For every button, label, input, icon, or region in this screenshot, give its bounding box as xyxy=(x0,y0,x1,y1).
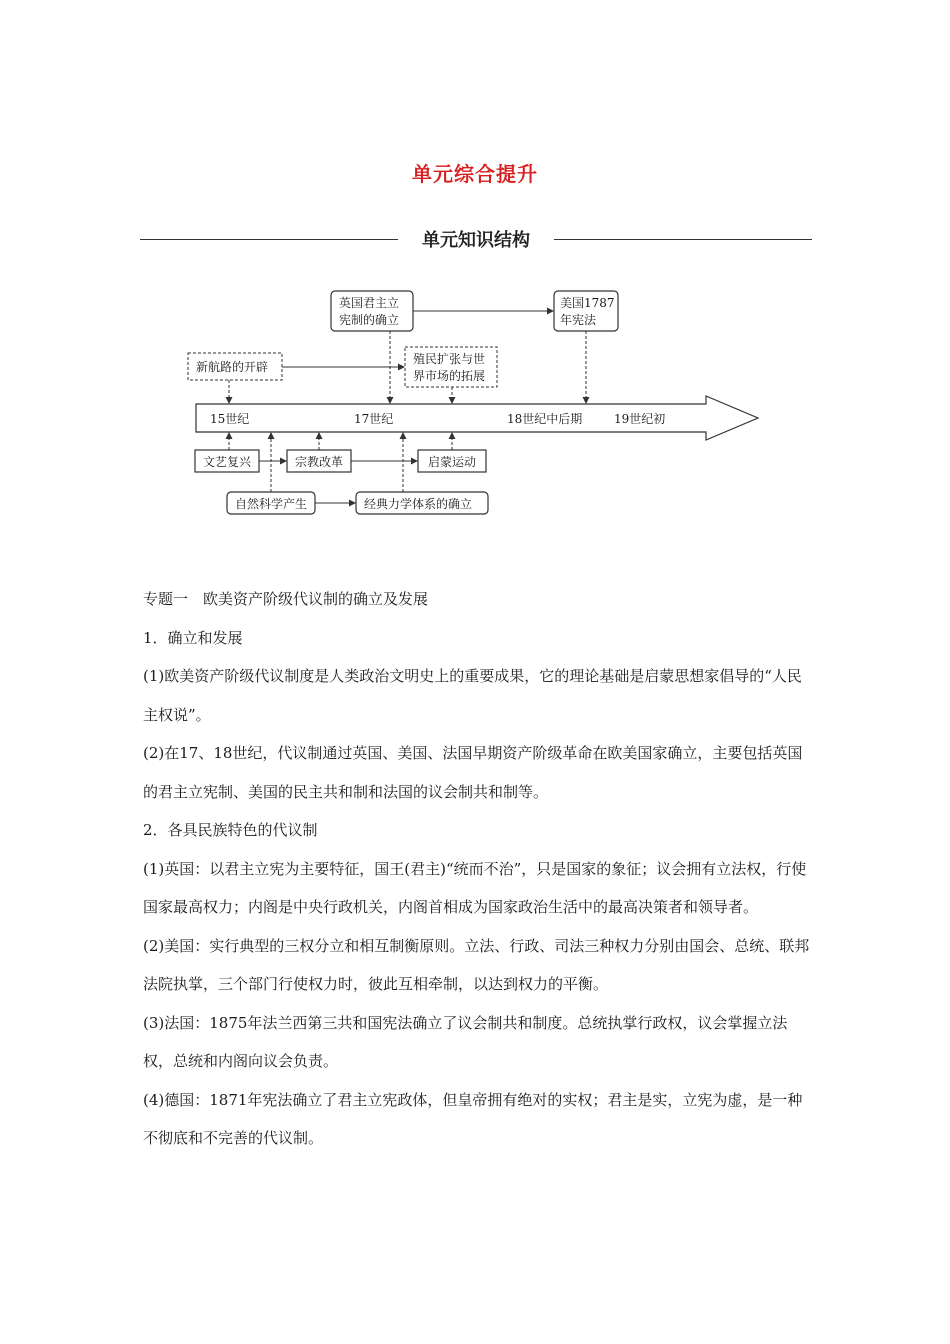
page-title: 单元综合提升 xyxy=(412,162,538,186)
paragraph: (1)欧美资产阶级代议制度是人类政治文明史上的重要成果，它的理论基础是启蒙思想家倡导的“人民主权说”。 xyxy=(143,667,802,724)
box-england-line2: 宪制的确立 xyxy=(339,313,400,327)
subheading-1: 1．确立和发展 xyxy=(143,628,243,647)
box-navigation-label: 新航路的开辟 xyxy=(196,360,269,374)
timeline-arrow xyxy=(196,396,758,440)
section-heading-label: 单元知识结构 xyxy=(422,230,530,251)
box-enlightenment-label: 启蒙运动 xyxy=(428,455,477,469)
timeline-label: 18世纪中后期 xyxy=(507,412,583,426)
body-content xyxy=(143,580,813,1158)
subheading-2: 2．各具民族特色的代议制 xyxy=(143,821,318,839)
timeline-label: 19世纪初 xyxy=(614,412,666,426)
paragraph: (1)英国：以君主立宪为主要特征，国王(君主)“统而不治”，只是国家的象征；议会拥有立法权，行使国家最高权力；内阁是中央行政机关，内阁首相成为国家政治生活中的最高决策者和领导者。 xyxy=(143,859,807,916)
paragraph: (4)德国：1871年宪法确立了君主立宪政体，但皇帝拥有绝对的实权；君主是实，立宪为虚，是一种不彻底和不完善的代议制。 xyxy=(143,1090,803,1147)
paragraph: (3)法国：1875年法兰西第三共和国宪法确立了议会制共和制度。总统执掌行政权，议会掌握立法权，总统和内阁向议会负责。 xyxy=(143,1013,788,1070)
timeline-label: 17世纪 xyxy=(354,412,394,426)
box-science-label: 自然科学产生 xyxy=(235,497,308,511)
paragraph: (2)在17、18世纪，代议制通过英国、美国、法国早期资产阶级革命在欧美国家确立，主要包括英国的君主立宪制、美国的民主共和制和法国的议会制共和制等。 xyxy=(143,744,803,801)
knowledge-structure-diagram xyxy=(0,0,950,560)
box-england-line1: 英国君主立 xyxy=(339,296,400,310)
paragraph: (2)美国：实行典型的三权分立和相互制衡原则。立法、行政、司法三种权力分别由国会、总统、联邦法院执掌，三个部门行使权力时，彼此互相牵制，以达到权力的平衡。 xyxy=(143,936,810,993)
box-usa-line2: 年宪法 xyxy=(560,313,597,327)
box-colonial-line2: 界市场的拓展 xyxy=(413,369,486,383)
box-renaissance-label: 文艺复兴 xyxy=(203,455,252,469)
topic-heading: 专题一 欧美资产阶级代议制的确立及发展 xyxy=(143,590,429,608)
box-colonial-line1: 殖民扩张与世 xyxy=(413,352,486,366)
box-reformation-label: 宗教改革 xyxy=(295,455,344,469)
timeline-label: 15世纪 xyxy=(210,412,250,426)
box-mechanics-label: 经典力学体系的确立 xyxy=(364,497,473,511)
box-usa-line1: 美国1787 xyxy=(560,296,615,310)
